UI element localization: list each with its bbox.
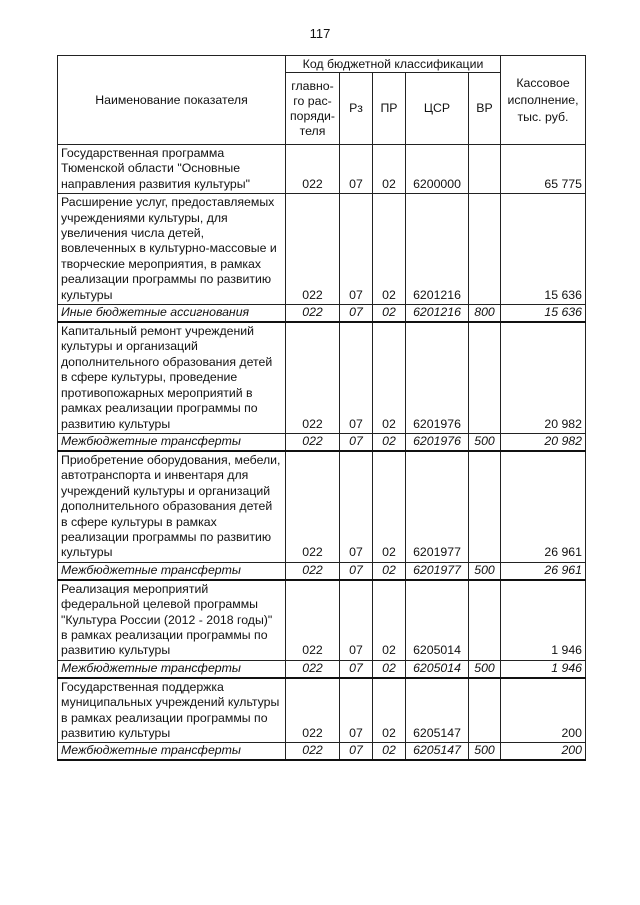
cell-rz: 07 bbox=[340, 194, 373, 305]
cell-vr: 500 bbox=[469, 433, 501, 451]
cell-name: Капитальный ремонт учреждений культуры и организаций дополнительного образования детей в сфере культуры, проведение противопожарных мероприятий в рамках реализации программы по развитию культуры bbox=[58, 322, 286, 433]
header-rz: Рз bbox=[340, 73, 373, 145]
cell-name: Реализация мероприятий федеральной целевой программы "Культура России (2012 - 2018 годы)" в рамках реализации программы по развитию культуры bbox=[58, 580, 286, 661]
cell-pr: 02 bbox=[373, 580, 406, 661]
cell-pr: 02 bbox=[373, 660, 406, 678]
cell-csr: 6201216 bbox=[406, 305, 469, 323]
cell-main-manager: 022 bbox=[286, 194, 340, 305]
cell-vr bbox=[469, 451, 501, 562]
cell-csr: 6205014 bbox=[406, 580, 469, 661]
header-code-group: Код бюджетной классификации bbox=[286, 56, 501, 73]
cell-name: Межбюджетные трансферты bbox=[58, 562, 286, 580]
header-pr: ПР bbox=[373, 73, 406, 145]
cell-pr: 02 bbox=[373, 194, 406, 305]
cell-amount: 1 946 bbox=[501, 580, 586, 661]
cell-main-manager: 022 bbox=[286, 305, 340, 323]
cell-csr: 6205147 bbox=[406, 743, 469, 761]
cell-pr: 02 bbox=[373, 451, 406, 562]
table-subrow bbox=[58, 305, 586, 323]
cell-pr: 02 bbox=[373, 743, 406, 761]
table-row bbox=[58, 580, 586, 661]
cell-pr: 02 bbox=[373, 305, 406, 323]
cell-rz: 07 bbox=[340, 322, 373, 433]
cell-rz: 07 bbox=[340, 580, 373, 661]
cell-vr: 500 bbox=[469, 743, 501, 761]
cell-name: Межбюджетные трансферты bbox=[58, 660, 286, 678]
cell-amount: 26 961 bbox=[501, 562, 586, 580]
cell-main-manager: 022 bbox=[286, 322, 340, 433]
cell-rz: 07 bbox=[340, 678, 373, 743]
cell-csr: 6201216 bbox=[406, 194, 469, 305]
cell-amount: 65 775 bbox=[501, 145, 586, 194]
cell-name: Государственная поддержка муниципальных учреждений культуры в рамках реализации программы по развитию культуры bbox=[58, 678, 286, 743]
table-row bbox=[58, 194, 586, 305]
header-vr: ВР bbox=[469, 73, 501, 145]
cell-main-manager: 022 bbox=[286, 145, 340, 194]
cell-amount: 15 636 bbox=[501, 194, 586, 305]
cell-csr: 6200000 bbox=[406, 145, 469, 194]
cell-rz: 07 bbox=[340, 305, 373, 323]
cell-vr bbox=[469, 322, 501, 433]
cell-csr: 6205147 bbox=[406, 678, 469, 743]
cell-amount: 15 636 bbox=[501, 305, 586, 323]
cell-rz: 07 bbox=[340, 145, 373, 194]
cell-vr: 800 bbox=[469, 305, 501, 323]
cell-csr: 6201977 bbox=[406, 562, 469, 580]
cell-vr bbox=[469, 678, 501, 743]
cell-csr: 6201976 bbox=[406, 433, 469, 451]
cell-csr: 6201976 bbox=[406, 322, 469, 433]
budget-table bbox=[57, 55, 586, 761]
cell-amount: 200 bbox=[501, 743, 586, 761]
cell-rz: 07 bbox=[340, 451, 373, 562]
cell-pr: 02 bbox=[373, 433, 406, 451]
cell-rz: 07 bbox=[340, 433, 373, 451]
cell-vr: 500 bbox=[469, 562, 501, 580]
cell-name: Государственная программа Тюменской области "Основные направления развития культуры" bbox=[58, 145, 286, 194]
cell-main-manager: 022 bbox=[286, 743, 340, 761]
cell-amount: 20 982 bbox=[501, 433, 586, 451]
cell-main-manager: 022 bbox=[286, 451, 340, 562]
cell-rz: 07 bbox=[340, 660, 373, 678]
table-subrow bbox=[58, 562, 586, 580]
header-total: Кассовое исполнение, тыс. руб. bbox=[501, 56, 586, 145]
table-subrow bbox=[58, 743, 586, 761]
cell-vr bbox=[469, 145, 501, 194]
table-row bbox=[58, 322, 586, 433]
cell-name: Приобретение оборудования, мебели, автотранспорта и инвентаря для учреждений культуры и организаций дополнительного образования детей в сфере культуры в рамках реализации программы по развитию культуры bbox=[58, 451, 286, 562]
table-row bbox=[58, 451, 586, 562]
table-row bbox=[58, 678, 586, 743]
cell-main-manager: 022 bbox=[286, 433, 340, 451]
cell-amount: 1 946 bbox=[501, 660, 586, 678]
cell-vr: 500 bbox=[469, 660, 501, 678]
header-main-manager: главно-го рас-поряди-теля bbox=[286, 73, 340, 145]
cell-pr: 02 bbox=[373, 145, 406, 194]
table-subrow bbox=[58, 433, 586, 451]
cell-pr: 02 bbox=[373, 678, 406, 743]
table-subrow bbox=[58, 660, 586, 678]
cell-main-manager: 022 bbox=[286, 562, 340, 580]
cell-name: Межбюджетные трансферты bbox=[58, 743, 286, 761]
cell-amount: 200 bbox=[501, 678, 586, 743]
cell-main-manager: 022 bbox=[286, 580, 340, 661]
cell-vr bbox=[469, 194, 501, 305]
cell-vr bbox=[469, 580, 501, 661]
cell-name: Расширение услуг, предоставляемых учреждениями культуры, для увеличения числа детей, вовлеченных в культурно-массовые и творческие мероприятия, в рамках реализации программы по развитию культуры bbox=[58, 194, 286, 305]
header-name: Наименование показателя bbox=[58, 56, 286, 145]
cell-rz: 07 bbox=[340, 562, 373, 580]
cell-csr: 6201977 bbox=[406, 451, 469, 562]
cell-csr: 6205014 bbox=[406, 660, 469, 678]
cell-name: Межбюджетные трансферты bbox=[58, 433, 286, 451]
header-csr: ЦСР bbox=[406, 73, 469, 145]
cell-main-manager: 022 bbox=[286, 678, 340, 743]
table-row bbox=[58, 145, 586, 194]
cell-rz: 07 bbox=[340, 743, 373, 761]
cell-name: Иные бюджетные ассигнования bbox=[58, 305, 286, 323]
cell-amount: 26 961 bbox=[501, 451, 586, 562]
cell-pr: 02 bbox=[373, 562, 406, 580]
cell-main-manager: 022 bbox=[286, 660, 340, 678]
cell-amount: 20 982 bbox=[501, 322, 586, 433]
cell-pr: 02 bbox=[373, 322, 406, 433]
page-number: 117 bbox=[309, 26, 331, 41]
